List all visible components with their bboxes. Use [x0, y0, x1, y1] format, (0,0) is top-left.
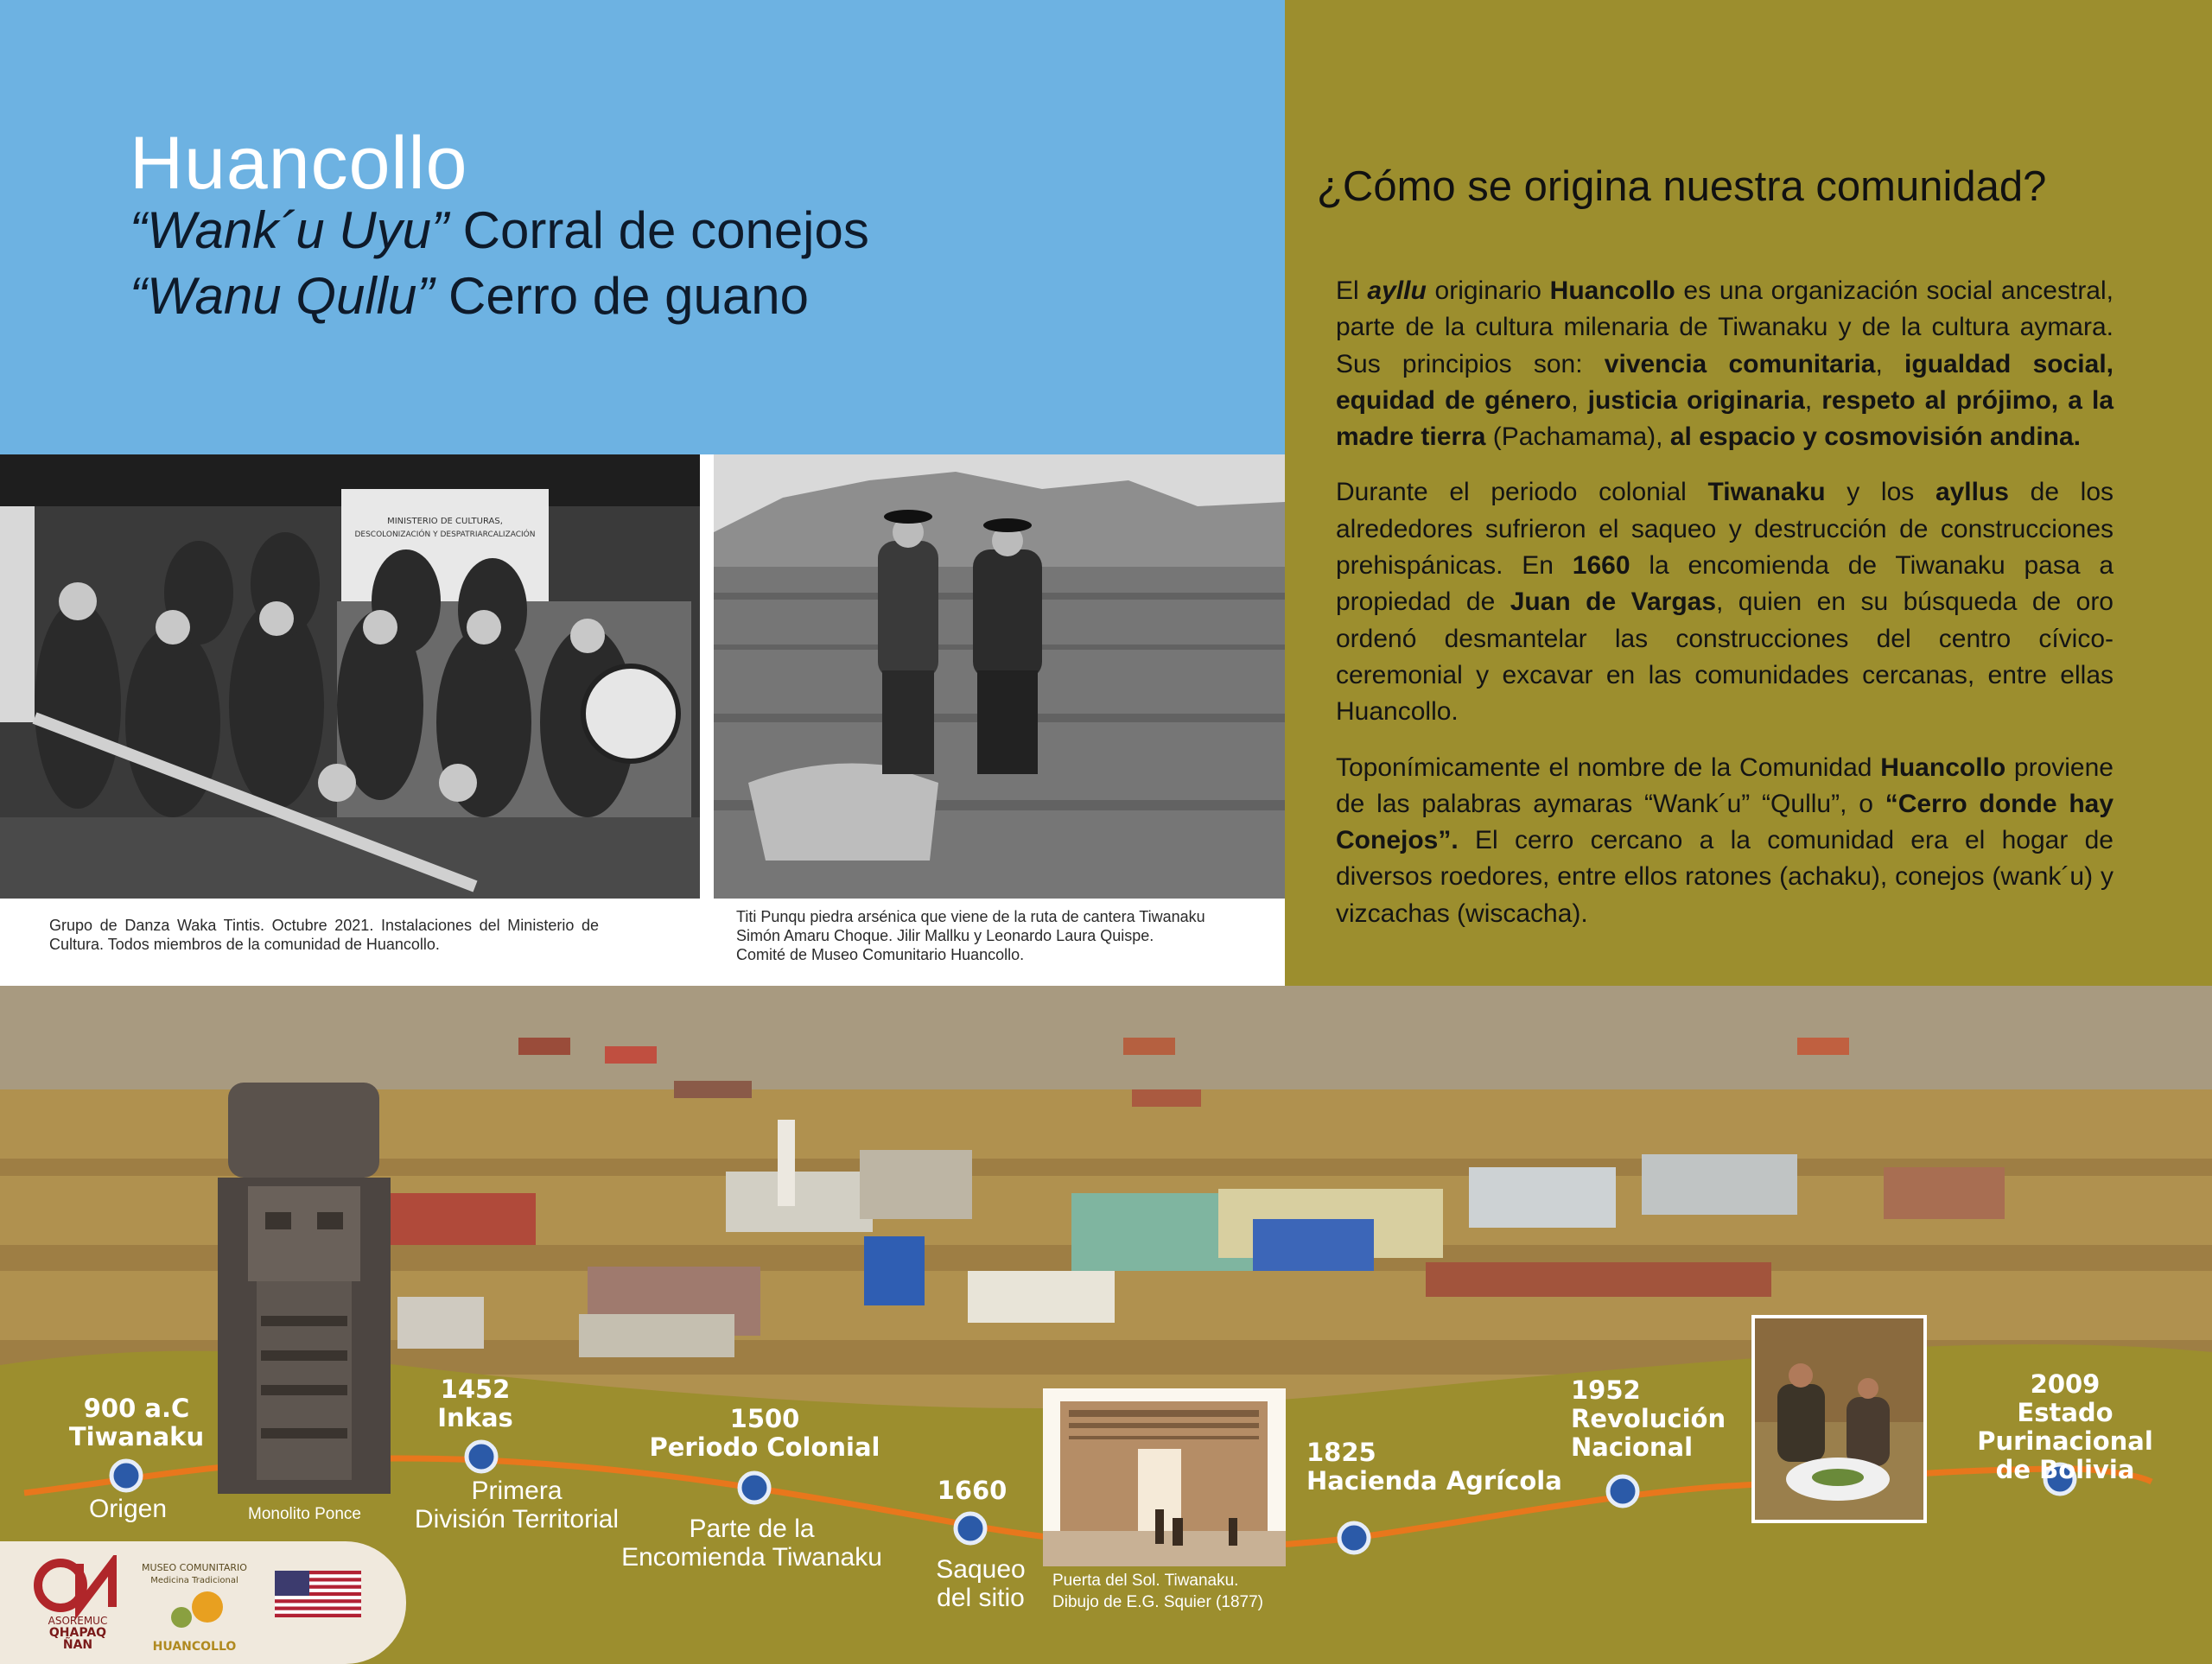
- logo2-text-b: Medicina Tradicional: [150, 1576, 238, 1585]
- event-6-title: 1952 Revolución Nacional: [1571, 1375, 1726, 1462]
- timeline-dot-1825[interactable]: [1339, 1523, 1369, 1553]
- event-2-label: Primera División Territorial: [414, 1477, 620, 1534]
- event-1-label: Origen: [88, 1495, 168, 1523]
- puerta-del-sol-image: [1043, 1388, 1286, 1566]
- event-1-title: 900 a.C Tiwanaku: [68, 1394, 205, 1451]
- photo-two-men: [714, 454, 1285, 899]
- people-field-image: [1751, 1315, 1927, 1523]
- caption-dance-group: Grupo de Danza Waka Tintis. Octubre 2021. Instalaciones del Ministerio de Cultura. Todos miembros de la comunidad de Huancollo.: [49, 917, 599, 953]
- logo1-text-a: ASOREMUC: [48, 1615, 108, 1627]
- event-3-label: Parte de la Encomienda Tiwanaku: [621, 1515, 882, 1572]
- header-panel: [0, 0, 1285, 454]
- monolith-image: [209, 1083, 401, 1494]
- logo2-text-a: MUSEO COMUNITARIO: [142, 1562, 247, 1573]
- logo1-text-b: QHAPAQ: [48, 1626, 107, 1640]
- article-question: ¿Cómo se origina nuestra comunidad?: [1317, 163, 2047, 210]
- logo2-text-c: HUANCOLLO: [152, 1640, 237, 1654]
- page-title: Huancollo: [130, 122, 468, 205]
- event-4-title: 1660: [937, 1476, 1007, 1505]
- timeline-dot-1500[interactable]: [740, 1473, 769, 1502]
- puerta-caption: Puerta del Sol. Tiwanaku. Dibujo de E.G. Squier (1877): [1052, 1572, 1263, 1611]
- subtitle-1: “Wank´u Uyu” Corral de conejos: [130, 201, 869, 259]
- caption-two-men: Titi Punqu piedra arsénica que viene de la ruta de cantera Tiwanaku Simón Amaru Choque. Jilir Mallku y Leonardo Laura Quispe. Comité de Museo Comunitario Huancollo.: [736, 908, 1205, 963]
- banner-text-1: MINISTERIO DE CULTURAS,: [387, 517, 503, 526]
- event-5-title: 1825 Hacienda Agrícola: [1306, 1438, 1562, 1496]
- monolith-caption: Monolito Ponce: [248, 1505, 361, 1523]
- timeline-dot-1660[interactable]: [956, 1514, 985, 1543]
- event-7-title: 2009 Estado Purinacional de Bolivia: [1977, 1369, 2153, 1484]
- qhapaq-nan-logo-icon: [26, 1555, 130, 1650]
- event-4-label: Saqueo del sitio: [936, 1555, 1026, 1612]
- photo-dance-group: [0, 454, 700, 899]
- us-flag-icon[interactable]: [275, 1571, 361, 1617]
- paragraph-2: Durante el periodo colonial Tiwanaku y los ayllus de los alrededores sufrieron el saqueo y destrucción de construcciones prehispánicas. En 1660 la encomienda de Tiwanaku pasa a propiedad de Juan de Vargas, quien en su búsqueda de oro ordenó desmantelar las construcciones del centro cívico-ceremonial y excavar en las comunidades cercanas, entre ellas Huancollo.: [1336, 478, 2114, 727]
- event-3-title: 1500 Periodo Colonial: [649, 1404, 880, 1462]
- timeline-dot-1452[interactable]: [467, 1442, 496, 1471]
- logo1-text-c: ÑAN: [62, 1638, 93, 1650]
- banner-text-2: DESCOLONIZACIÓN Y DESPATRIARCALIZACIÓN: [354, 530, 536, 539]
- photo-divider: [700, 454, 714, 986]
- event-2-title: 1452 Inkas: [437, 1375, 513, 1432]
- timeline-dot-1952[interactable]: [1608, 1477, 1637, 1506]
- paragraph-1: El ayllu originario Huancollo es una organización social ancestral, parte de la cultura milenaria de Tiwanaku y de la cultura aymara. Sus principios son: vivencia comunitaria, igualdad social, equidad de género, justicia originaria, respeto al prójimo, a la madre tierra (Pachamama), al espacio y cosmovisión andina.: [1336, 276, 2113, 452]
- timeline-dot-900[interactable]: [111, 1461, 141, 1490]
- paragraph-3: Toponímicamente el nombre de la Comunidad Huancollo proviene de las palabras aymaras “Wank´u” “Qullu”, o “Cerro donde hay Conejos”. El cerro cercano a la comunidad era el hogar de diversos roedores, entre ellos ratones (achaku), conejos (wank´u) y vizcachas (wiscacha).: [1336, 753, 2114, 928]
- article-body: [1336, 273, 2113, 951]
- museo-huancollo-logo-icon: [138, 1555, 251, 1659]
- subtitle-2: “Wanu Qullu” Cerro de guano: [130, 267, 809, 325]
